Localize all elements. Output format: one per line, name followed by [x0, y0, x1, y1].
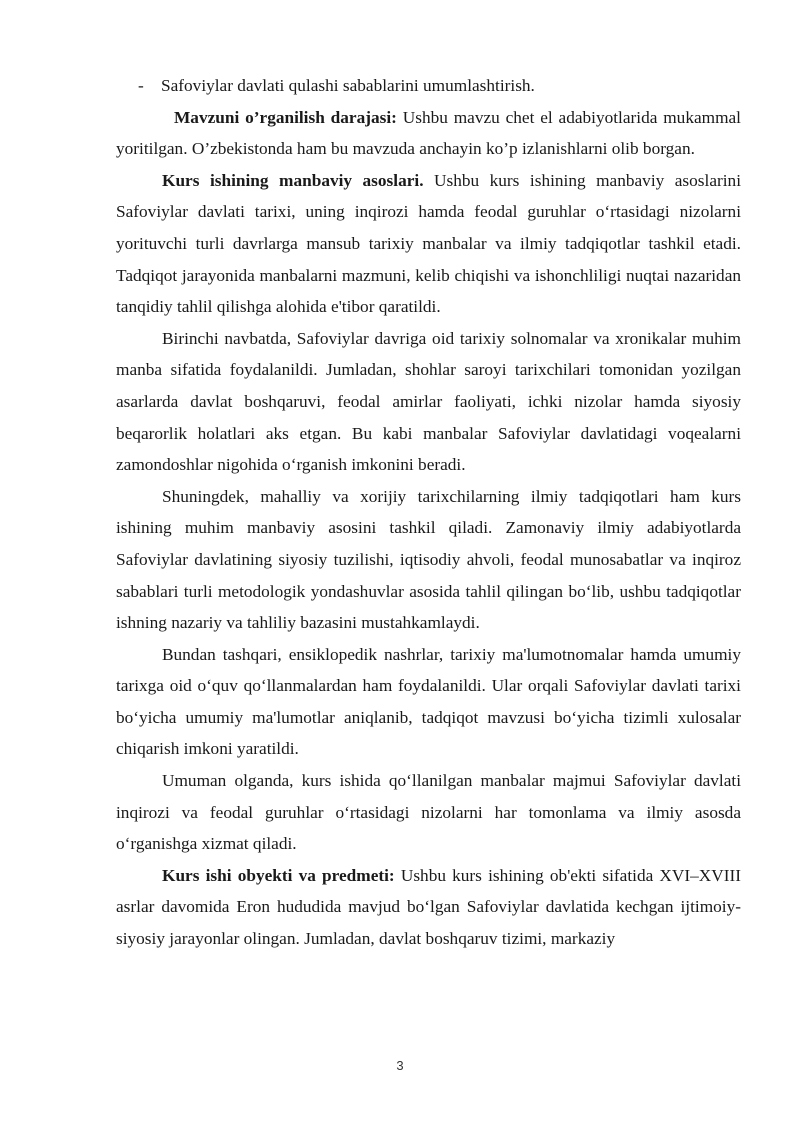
paragraph-conclusion: [116, 765, 741, 860]
paragraph-chronicles: [116, 323, 741, 481]
page-number: 3: [396, 1058, 404, 1073]
paragraph-research-studies: [116, 481, 741, 639]
paragraph-text: Umuman olganda, kurs ishida qo‘llanilgan manbalar majmui Safoviylar davlati inqirozi va feodal guruhlar o‘rtasidagi nizolarni har tomonlama va ilmiy asosda o‘rganishga xizmat qiladi.: [116, 771, 741, 854]
paragraph-source-basis: [116, 165, 741, 323]
paragraph-text: Ushbu kurs ishining manbaviy asoslarini Safoviylar davlati tarixi, uning inqirozi hamda feodal guruhlar o‘rtasidagi nizolarni yorituvchi turli davrlarga mansub tarixiy manbalar va ilmiy tadqiqotlar tashkil etadi. Tadqiqot jarayonida manbalarni mazmuni, kelib chiqishi va ishonchliligi nuqtai nazaridan tanqidiy tahlil qilishga alohida e'tibor qaratildi.: [116, 170, 741, 317]
paragraph-text: Bundan tashqari, ensiklopedik nashrlar, tarixiy ma'lumotnomalar hamda umumiy tarixga oid o‘quv qo‘llanmalardan ham foydalanildi. Ular orqali Safoviylar davlati tarixi bo‘yicha umumiy ma'lumotlar aniqlanib, tadqiqot mavzusi bo‘yicha tizimli xulosalar chiqarish imkoni yaratildi.: [116, 644, 741, 759]
paragraph-heading: Kurs ishining manbaviy asoslari.: [162, 170, 424, 190]
bullet-dash: -: [138, 76, 144, 95]
paragraph-text: Ushbu kurs ishining ob'ekti sifatida XVI–XVIII asrlar davomida Eron hududida mavjud bo‘lgan Safoviylar davlatida kechgan ijtimoiy-siyosiy jarayonlar olingan. Jumladan, davlat boshqaruv tizimi, markaziy: [116, 865, 741, 949]
paragraph-encyclopedic: [116, 639, 741, 765]
paragraph-heading: Kurs ishi obyekti va predmeti:: [162, 865, 395, 885]
bullet-item: [116, 70, 741, 102]
paragraph-text: Shuningdek, mahalliy va xorijiy tarixchilarning ilmiy tadqiqotlari ham kurs ishining muhim manbaviy asosini tashkil qiladi. Zamonaviy ilmiy adabiyotlarda Safoviylar davlatining siyosiy tuzilishi, iqtisodiy ahvoli, feodal munosabatlar va inqiroz sabablari turli metodologik yondashuvlar asosida tahlil qilingan bo‘lib, ushbu tadqiqotlar ishning nazariy va tahliliy bazasini mustahkamlaydi.: [116, 486, 741, 633]
paragraph-text: Ushbu mavzu chet el adabiyotlarida mukammal yoritilgan. O’zbekistonda ham bu mavzuda anchayin ko’p izlanishlarni olib borgan.: [116, 107, 741, 159]
paragraph-object-subject: [116, 860, 741, 955]
document-page: [116, 70, 741, 955]
bullet-text: Safoviylar davlati qulashi sabablarini umumlashtirish.: [161, 76, 535, 95]
paragraph-research-level: [116, 102, 741, 165]
paragraph-heading: Mavzuni o’rganilish darajasi:: [174, 107, 397, 127]
paragraph-text: Birinchi navbatda, Safoviylar davriga oid tarixiy solnomalar va xronikalar muhim manba sifatida foydalanildi. Jumladan, shohlar saroyi tarixchilari tomonidan yozilgan asarlarda davlat boshqaruvi, feodal amirlar faoliyati, ichki nizolar hamda siyosiy beqarorlik holatlari aks etgan. Bu kabi manbalar Safoviylar davlatidagi voqealarni zamondoshlar nigohida o‘rganish imkonini beradi.: [116, 328, 741, 475]
